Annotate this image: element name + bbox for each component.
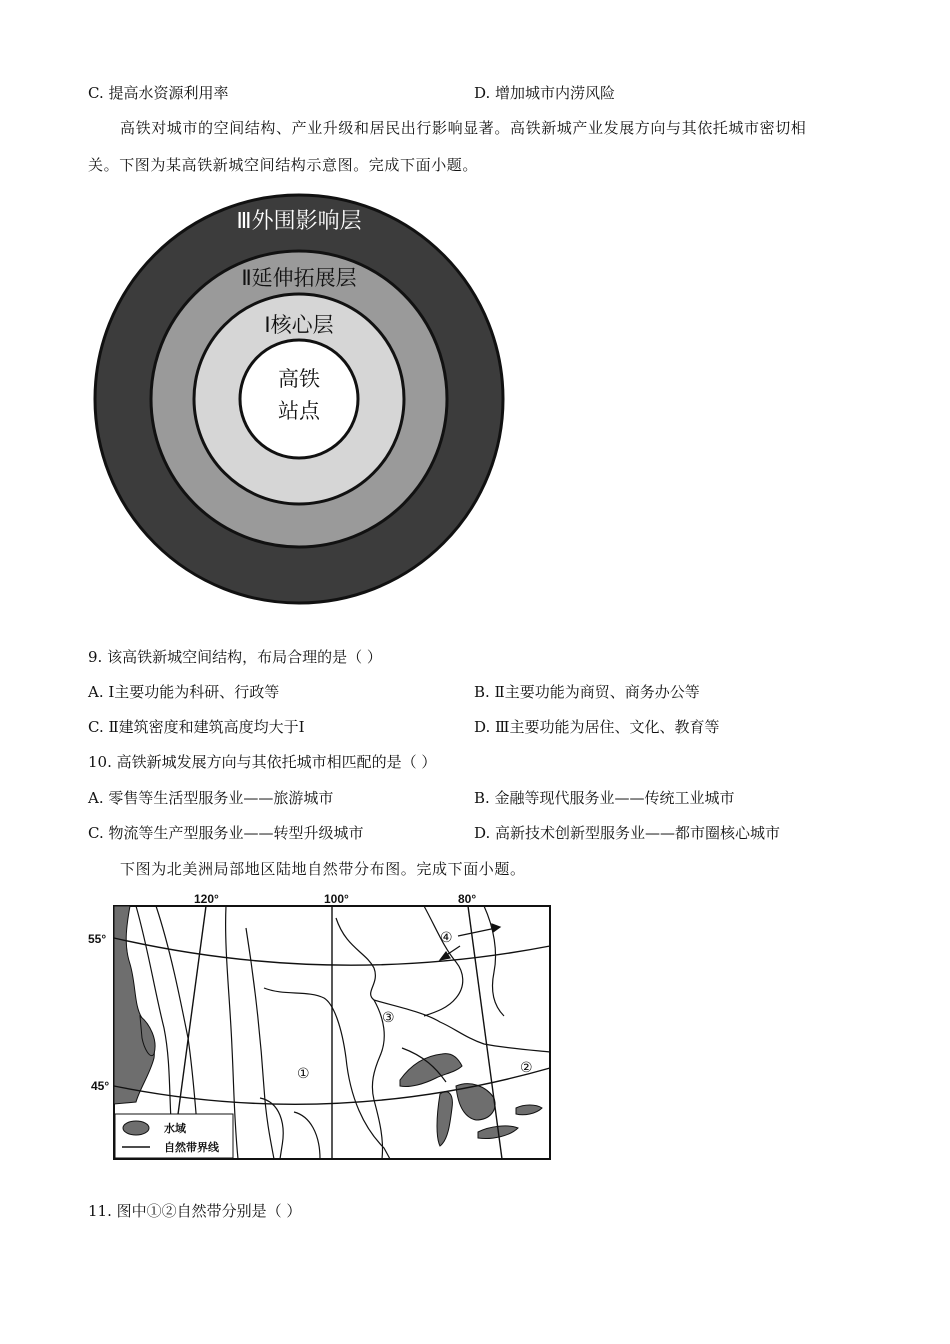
zone-1-label: ① bbox=[297, 1066, 310, 1082]
intro-paragraph-line-2: 关。下图为某高铁新城空间结构示意图。完成下面小题。 bbox=[88, 156, 479, 174]
intro-paragraph-2: 下图为北美洲局部地区陆地自然带分布图。完成下面小题。 bbox=[120, 860, 526, 878]
longitude-120-label: 120° bbox=[194, 892, 219, 906]
legend-water-label: 水域 bbox=[164, 1123, 186, 1135]
center-circle bbox=[240, 340, 358, 458]
longitude-80-label: 80° bbox=[458, 892, 477, 906]
q8-option-d: D. 增加城市内涝风险 bbox=[474, 84, 616, 102]
latitude-55-label: 55° bbox=[88, 932, 107, 946]
q10-option-b: B. 金融等现代服务业——传统工业城市 bbox=[474, 789, 735, 807]
intro-paragraph-line-1: 高铁对城市的空间结构、产业升级和居民出行影响显著。高铁新城产业发展方向与其依托城市密切相 bbox=[120, 119, 807, 137]
longitude-100-label: 100° bbox=[324, 892, 349, 906]
outer-ring-label: Ⅲ外围影响层 bbox=[236, 208, 362, 233]
zone-4-label: ④ bbox=[440, 930, 453, 946]
q10-option-a: A. 零售等生活型服务业——旅游城市 bbox=[88, 789, 334, 807]
q11-stem: 11. 图中①②自然带分别是（ ） bbox=[88, 1202, 302, 1220]
legend-boundary-label: 自然带界线 bbox=[164, 1142, 219, 1154]
center-label-line-1: 高铁 bbox=[278, 368, 320, 391]
north-america-natural-zones-map bbox=[84, 888, 558, 1164]
q9-option-c: C. Ⅱ建筑密度和建筑高度均大于Ⅰ bbox=[88, 718, 305, 736]
hsr-spatial-structure-diagram bbox=[92, 192, 507, 607]
latitude-45-label: 45° bbox=[91, 1079, 110, 1093]
q9-option-a: A. Ⅰ主要功能为科研、行政等 bbox=[88, 683, 280, 701]
q8-option-c: C. 提高水资源利用率 bbox=[88, 84, 229, 102]
q10-option-d: D. 高新技术创新型服务业——都市圈核心城市 bbox=[474, 824, 781, 842]
zone-3-label: ③ bbox=[382, 1010, 395, 1026]
q9-option-b: B. Ⅱ主要功能为商贸、商务办公等 bbox=[474, 683, 700, 701]
q9-option-d: D. Ⅲ主要功能为居住、文化、教育等 bbox=[474, 718, 720, 736]
q9-stem: 9. 该高铁新城空间结构，布局合理的是（ ） bbox=[88, 648, 382, 666]
inner-ring-label: Ⅰ核心层 bbox=[264, 314, 334, 337]
q10-stem: 10. 高铁新城发展方向与其依托城市相匹配的是（ ） bbox=[88, 753, 437, 771]
middle-ring-label: Ⅱ延伸拓展层 bbox=[241, 267, 357, 290]
legend-water-symbol bbox=[123, 1121, 149, 1135]
zone-2-label: ② bbox=[520, 1060, 533, 1076]
center-label-line-2: 站点 bbox=[278, 400, 320, 423]
q10-option-c: C. 物流等生产型服务业——转型升级城市 bbox=[88, 824, 364, 842]
